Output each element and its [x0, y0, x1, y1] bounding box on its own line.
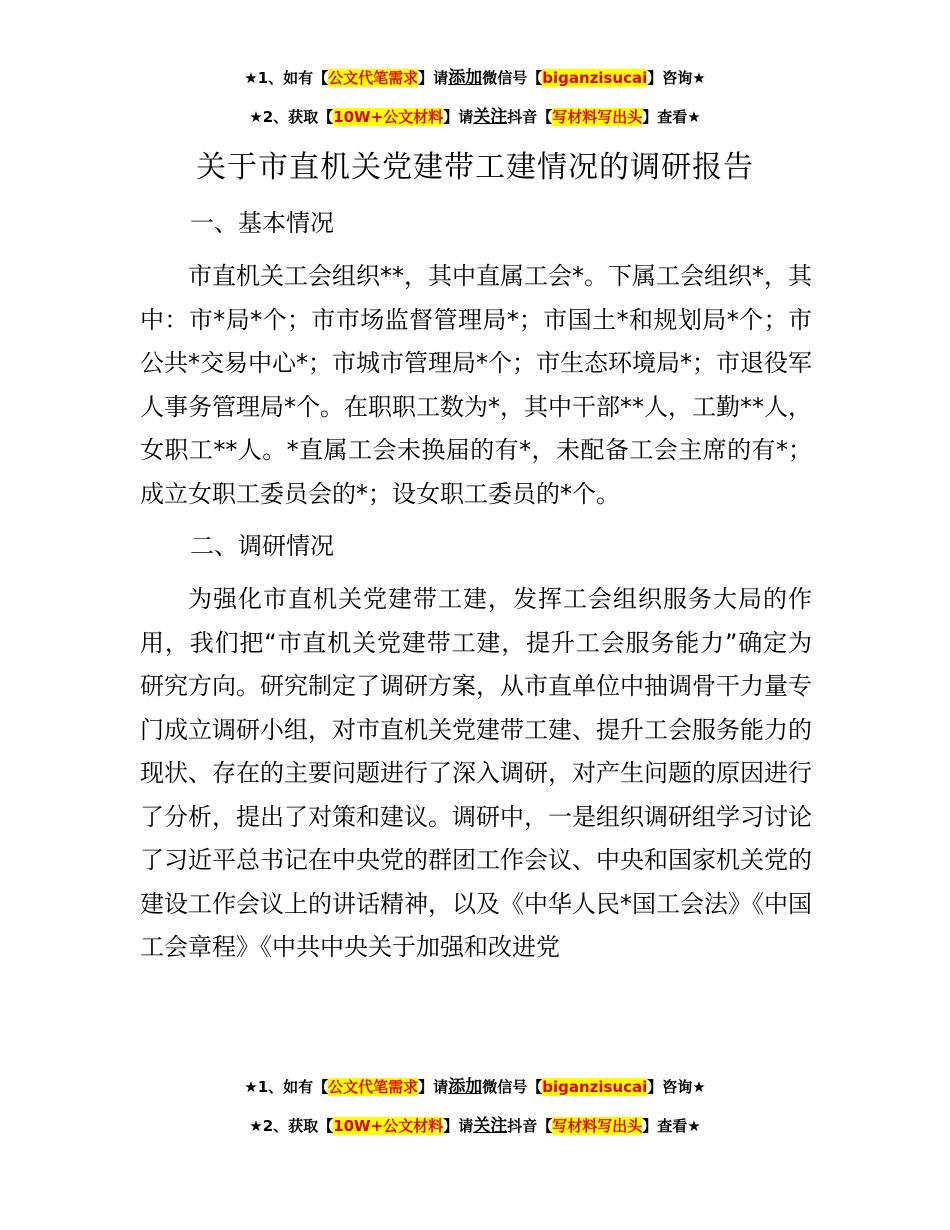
banner-emphasis: 关注 — [473, 107, 508, 127]
banner-suffix: 】查看★ — [642, 1117, 701, 1135]
banner-suffix: 】咨询★ — [647, 69, 706, 87]
banner-prefix: ★1、如有【 — [244, 69, 329, 87]
banner-text: 】请 — [443, 1117, 474, 1135]
banner-text: 微信号【 — [482, 1078, 543, 1096]
section-heading-research: 二、调研情况 — [190, 532, 334, 560]
banner-douyin-id: 写材料写出头 — [552, 1117, 643, 1135]
banner-highlight: 10W+公文材料 — [333, 1117, 444, 1135]
banner-highlight: 10W+公文材料 — [333, 108, 444, 126]
banner-text: 抖音【 — [507, 1117, 553, 1135]
document-title: 关于市直机关党建带工建情况的调研报告 — [196, 150, 754, 185]
banner-emphasis: 添加 — [448, 68, 483, 88]
banner-text: 微信号【 — [482, 69, 543, 87]
banner-highlight: 公文代笔需求 — [328, 1078, 419, 1096]
banner-emphasis: 关注 — [473, 1116, 508, 1136]
banner-text: 】请 — [443, 108, 474, 126]
banner-suffix: 】查看★ — [642, 108, 701, 126]
banner-douyin-id: 写材料写出头 — [552, 108, 643, 126]
section-paragraph-research: 为强化市直机关党建带工建，发挥工会组织服务大局的作用，我们把“市直机关党建带工建，提升工会服务能力”确定为研究方向。研究制定了调研方案，从市直单位中抽调骨干力量专门成立调研小组，对市直机关党建带工建、提升工会服务能力的现状、存在的主要问题进行了深入调研，对产生问题的原因进行了分析，提出了对策和建议。调研中，一是组织调研组学习讨论了习近平总书记在中央党的群团工作会议、中央和国家机关党的建设工作会议上的讲话精神，以及《中华人民*国工会法》《中国工会章程》《中共中央关于加强和改进党 — [140, 585, 812, 961]
banner-text: 】请 — [418, 1078, 449, 1096]
section-paragraph-basic-info: 市直机关工会组织**，其中直属工会*。下属工会组织*，其中：市*局*个；市市场监督管理局*；市国土*和规划局*个；市公共*交易中心*；市城市管理局*个；市生态环境局*；市退役军人事务管理局*个。在职职工数为*，其中干部**人，工勤**人，女职工**人。*直属工会未换届的有*，未配备工会主席的有*；成立女职工委员会的*；设女职工委员的*个。 — [140, 262, 812, 508]
banner-prefix: ★2、获取【 — [249, 1117, 334, 1135]
banner-suffix: 】咨询★ — [647, 1078, 706, 1096]
banner-wechat-id: biganzisucai — [542, 69, 648, 87]
banner-prefix: ★1、如有【 — [244, 1078, 329, 1096]
banner-prefix: ★2、获取【 — [249, 108, 334, 126]
section-heading-basic-info: 一、基本情况 — [190, 209, 334, 237]
bottom-banner-line-2 — [0, 1115, 950, 1137]
banner-highlight: 公文代笔需求 — [328, 69, 419, 87]
banner-text: 抖音【 — [507, 108, 553, 126]
banner-text: 】请 — [418, 69, 449, 87]
banner-wechat-id: biganzisucai — [542, 1078, 648, 1096]
banner-emphasis: 添加 — [448, 1077, 483, 1097]
top-banner-line-1 — [0, 67, 950, 89]
top-banner-line-2 — [0, 106, 950, 128]
bottom-banner-line-1 — [0, 1076, 950, 1098]
